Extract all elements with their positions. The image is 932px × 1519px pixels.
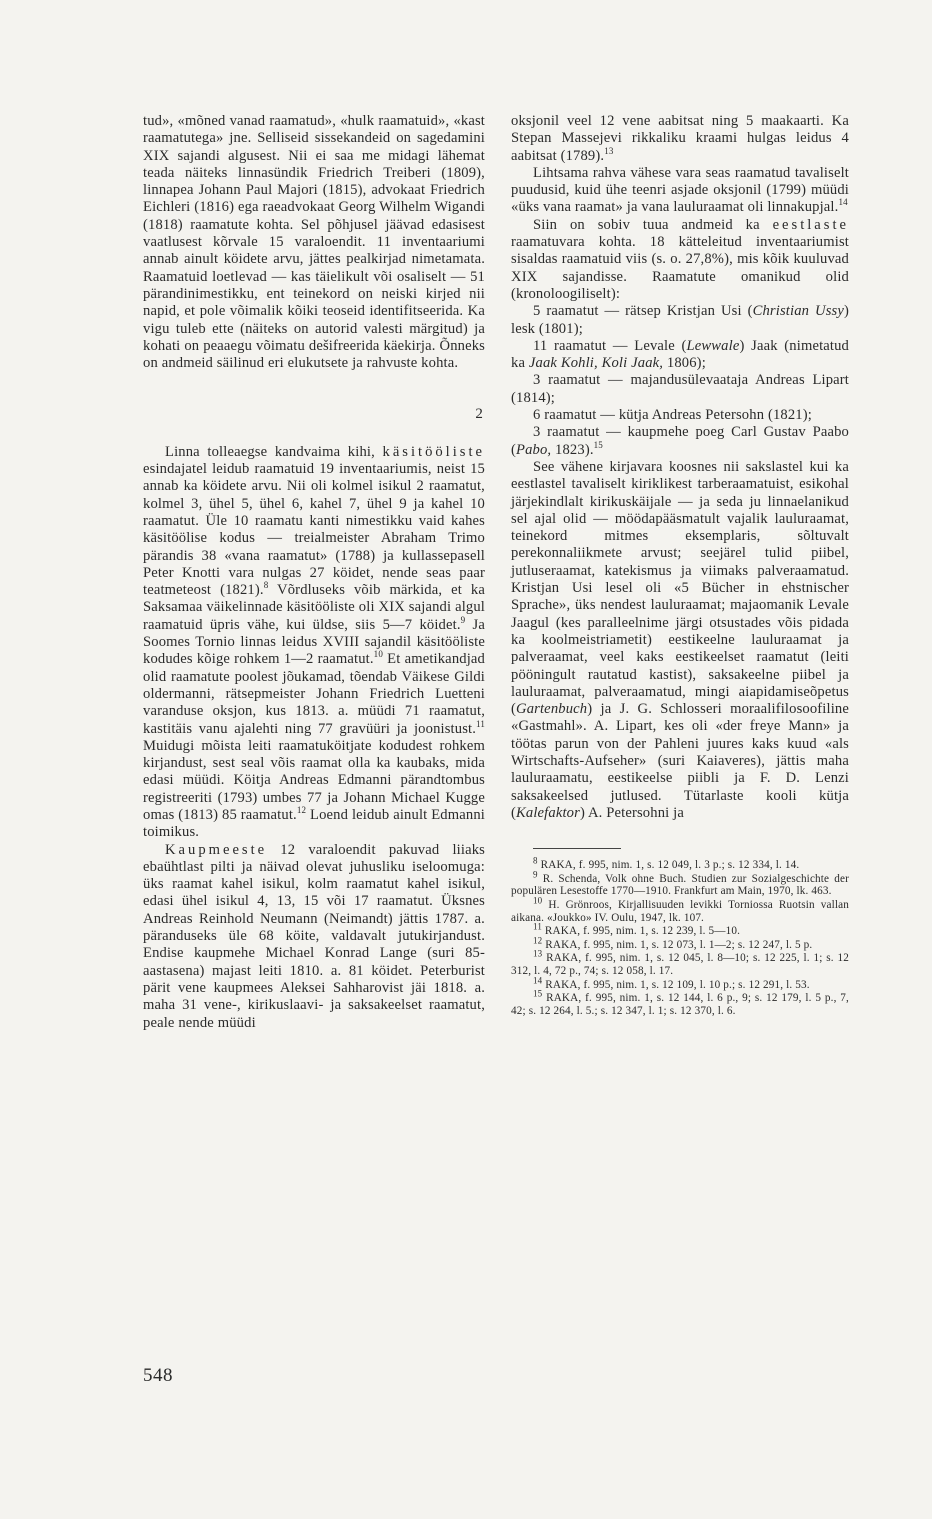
text-run: 5 raamatut — rätsep Kristjan Usi (	[533, 303, 753, 320]
text-run: Linna tolleaegse kandvaima kihi,	[165, 443, 383, 460]
footnote-text: R. Schenda, Volk ohne Buch. Studien zur Sozialgeschichte der populären Lesestoffe 1770—1910. Frankfurt am Main, 1970, lk. 463.	[511, 872, 849, 898]
footnote-number: 13	[533, 948, 543, 959]
text-run: esindajatel leidub raamatuid 19 inventaariumis, neist 15 annab ka köidete arvu. Nii oli kolmel isikul 2 raamatut, kolmel 3, ühel 5, ühel 6, kahel 7, ühel 9 ja kahel 10 raamatut. Üle 10 raamatu kanti nimestikku vaid kahes käsitöölise kodus — treialmeister Abraham Trimo pärandis 38 «vana raamatut» (1788) ja kullassepasell Peter Knotti vara nulgas 27 köidet, nende seas paar teatmeteost (1821).	[143, 461, 485, 599]
footnote-ref: 13	[604, 145, 614, 156]
footnote-number: 10	[533, 895, 543, 906]
footnote-text: RAKA, f. 995, nim. 1, s. 12 239, l. 5—10.	[544, 925, 741, 938]
italic-term: Gartenbuch	[516, 701, 588, 718]
footnote-number: 9	[533, 869, 538, 880]
italic-term: Kalefaktor	[516, 804, 580, 821]
footnote-ref: 15	[593, 439, 603, 450]
text-run: 12 varaloendit pakuvad liiaks ebaühtlast pilti ja näivad olevat juhusliku iseloomuga: üks raamat kahel isikul, kolm raamatut kahel isikul, edasi ühel isikul 4, 13, 15 või 17 raamatut. Üksnes Andreas Reinhold Neumann (Neimandt) jättis 1787. a. päranduseks üle 68 köite, valdavalt jutukirjandust. Endise kaupmehe Michael Konrad Lange (suri 85-aastasena) majast leiti 1810. a. 81 köidet. Peterburist pärit vene kaupmees Aleksei Sahharovist jäi 1818. a. maha 31 vene-, kirikuslaavi- ja saksakeelset raamatut, peale nende müüdi	[143, 841, 485, 1031]
footnote-ref: 14	[838, 197, 848, 208]
footnote-ref: 9	[460, 614, 466, 625]
paragraph: tud», «mõned vanad raamatud», «hulk raamatuid», «kast raamatutega» jne. Selliseid sissekandeid on sagedamini XIX sajandi algusest. Nii ei saa me midagi lähemat teada näiteks linnasündik Friedrich Treiberi (1809), linnapea Johann Paul Majori (1815), advokaat Friedrich Eichleri (1816) ega raeadvokaat Georg Wilhelm Wigandi (1818) raamatute kohta. Sel põhjusel jäävad edasisest vaatlusest kõrvale 15 varaloendit. 11 inventaariumi annab ainult köidete arvu, jättes pealkirjad nimetamata. Raamatuid loetlevad — kas täielikult või osaliselt — 51 pärandinimestikku, ent teinekord on neiski kirjed nii napid, et pole võimalik kõiki teoseid identifitseerida. Ka vigu tuleb ette (näiteks on autorid valesti märgitud) ja kohati on peaaegu võimatu dešifreerida käekirja. Õnneks on andmeid säilinud eri elukutsete ja rahvuste kohta.	[143, 113, 485, 372]
footnote-divider	[533, 848, 621, 849]
text-run: ) Jaak (nimetatud ka	[511, 337, 850, 372]
footnote-number: 14	[533, 974, 543, 985]
right-column	[511, 113, 849, 1017]
footnote-number: 15	[533, 988, 543, 999]
footnote-ref: 8	[263, 580, 269, 591]
text-run: Ja Soomes Tornio linnas leidus XVIII sajandil käsitööliste kodudes kõige rohkem 1—2 raamatut.	[143, 616, 485, 668]
text-run: ) lesk (1801);	[511, 303, 849, 337]
text-run: oksjonil veel 12 vene aabitsat ning 5 maakaarti. Ka Stepan Massejevi rikkaliku kraami hulgas leidus 4 aabitsat (1789).	[511, 113, 849, 164]
footnote-ref: 10	[373, 649, 383, 660]
section-number: 2	[475, 406, 483, 423]
footnote-text: RAKA, f. 995, nim. 1, s. 12 073, l. 1—2; s. 12 247, l. 5 p.	[545, 938, 813, 951]
spaced-term: eestlaste	[772, 216, 849, 233]
italic-name: Lewwale	[686, 337, 740, 354]
paragraph	[511, 113, 849, 165]
text-run: Et ametikandjad olid raamatute poolest jõukamad, tõendab Väikese Gildi oldermanni, rätsepmeister Johann Friedrich Luetteni varanduse oksjon, kus 1813. a. müüdi 71 raamatut, kastitäis vanu ajalehti ning 77 gravüüri ja joonistust.	[143, 651, 485, 737]
text-run: See vähene kirjavara koosnes nii sakslastel kui ka eestlastel tavaliselt kiriklikest tarberaamatuist, esikohal järjekindlalt kirikuskäijale — ja seda ju linnaelanikud sel ajal olid — möödapääsmatult vajalik lauluraamat, teinekord mitmes eksemplaris, sõltuvalt perekonnaliikmete arvust; seejärel tulid piibel, jutluseraamat, katekismus ja viimaks palveraamatud. Kristjan Usi lesel oli «5 Bücher in ehstnischer Sprache», üks nendest lauluraamat; majaomanik Levale Jaagul (kes paralleelnime järgi otsustades võis pidada ka koolmeistriametit) eestikeelne lauluraamat ja palveraamat, veel kaks eestikeelset raamatut (leiti pööningult rautatud kastist), saksakeelne piibel ja lauluraamat, palveraamatud, mingi aiapidamiseõpetus (	[511, 458, 849, 718]
footnote	[511, 855, 849, 872]
paragraph	[143, 444, 485, 842]
text-run: 1823).	[551, 441, 594, 458]
footnote	[511, 921, 849, 938]
italic-name: Jaak Kohli, Koli Jaak,	[528, 355, 664, 372]
footnote-ref: 12	[296, 805, 307, 816]
text-run: ) ja J. G. Schlosseri moraalifilosoofiline «Gastmahl». A. Lipart, kes oli «der freye Mann» ja töötas parun von der Pahleni juures kaks kuud «als Wirtschafts-Aufseher» (suri Kaiaveres), jättis maha lauluraamatu, eestikeelse piibli ja F. D. Lenzi saksakeelsed jutlused. Tütarlaste kooli kütja (	[511, 701, 849, 821]
footnote-ref: 11	[476, 718, 485, 729]
text-run: Lihtsama rahva vähese vara seas raamatud tavaliselt puudusid, kuid ühe teenri asjade oksjonil (1799) müüdi «üks vana raamat» ja vana lauluraamat oli linnakupjal.	[511, 164, 849, 216]
text-run: Siin on sobiv tuua andmeid ka	[533, 216, 773, 233]
list-item	[511, 424, 849, 459]
italic-name: Christian Ussy	[752, 303, 844, 320]
text-run: 11 raamatut — Levale (	[533, 337, 687, 354]
list-item	[511, 338, 849, 373]
footnote	[511, 935, 849, 952]
footnote-text: RAKA, f. 995, nim. 1, s. 12 109, l. 10 p.; s. 12 291, l. 53.	[545, 978, 810, 991]
text-run: Loend leidub ainult Edmanni toimikus.	[143, 806, 485, 841]
text-run: 3 raamatut — kaupmehe poeg Carl Gustav Paabo (	[511, 424, 849, 458]
text-run: Võrdluseks võib märkida, et ka Saksamaa väikelinnade käsitööliste oli XIX sajandi algul raamatuid üpris vähe, kui üldse, siis 5—7 köidet.	[143, 582, 485, 633]
footnote-number: 12	[533, 935, 543, 945]
text-run: Muidugi mõista leiti raamatuköitjate kodudest rohkem kirjandust, sest seal võis raamat olla ka kaubaks, mida edasi müüdi. Köitja Andreas Edmanni pärandtombus registreeriti (1793) umbes 77 ja Johann Michael Kugge omas (1813) 85 raamatut.	[143, 737, 485, 823]
footnote-number: 11	[533, 921, 542, 932]
footnote-text: RAKA, f. 995, nim. 1, s. 12 144, l. 6 p., 9; s. 12 179, l. 5 p., 7, 42; s. 12 264, l. 5.; s. 12 347, l. 1; s. 12 370, l. 6.	[511, 992, 849, 1017]
paragraph	[511, 459, 849, 822]
footnote	[511, 895, 849, 924]
list-item: 6 raamatut — kütja Andreas Petersohn (1821);	[533, 407, 812, 424]
text-run: ) A. Petersohni ja	[579, 804, 684, 821]
italic-name: Pabo,	[516, 441, 552, 458]
spaced-term: käsitööliste	[382, 443, 485, 460]
paragraph	[143, 842, 485, 1032]
footnote-number: 8	[533, 855, 538, 866]
left-column	[143, 113, 485, 1032]
footnote	[511, 988, 849, 1017]
footnote	[511, 948, 849, 977]
paragraph	[511, 165, 849, 217]
footnote-text: RAKA, f. 995, nim. 1, s. 12 045, l. 8—10; s. 12 225, l. 1; s. 12 312, l. 4, 72 p., 74; s. 12 058, l. 17.	[511, 952, 849, 977]
footnote-text: RAKA, f. 995, nim. 1, s. 12 049, l. 3 p.; s. 12 334, l. 14.	[540, 859, 800, 872]
paragraph	[511, 217, 849, 303]
text-run: 1806);	[663, 355, 706, 372]
footnotes	[511, 855, 849, 1017]
footnote	[511, 869, 849, 898]
list-item	[511, 303, 849, 338]
page-number: 548	[143, 1365, 173, 1386]
spaced-term: Kaupmeeste	[165, 841, 268, 858]
text-run: raamatuvara kohta. 18 kätteleitud inventaariumist sisaldas raamatuid viis (s. o. 27,8%), mis kõik kuuluvad XIX sajandisse. Raamatute omanikud olid (kronoloogiliselt):	[511, 234, 849, 302]
footnote	[511, 974, 849, 992]
list-item: 3 raamatut — majandusülevaataja Andreas Lipart (1814);	[511, 372, 849, 406]
footnote-text: H. Grönroos, Kirjallisuuden levikki Torniossa Ruotsin vallan aikana. «Joukko» IV. Oulu, 1947, lk. 107.	[511, 898, 849, 924]
